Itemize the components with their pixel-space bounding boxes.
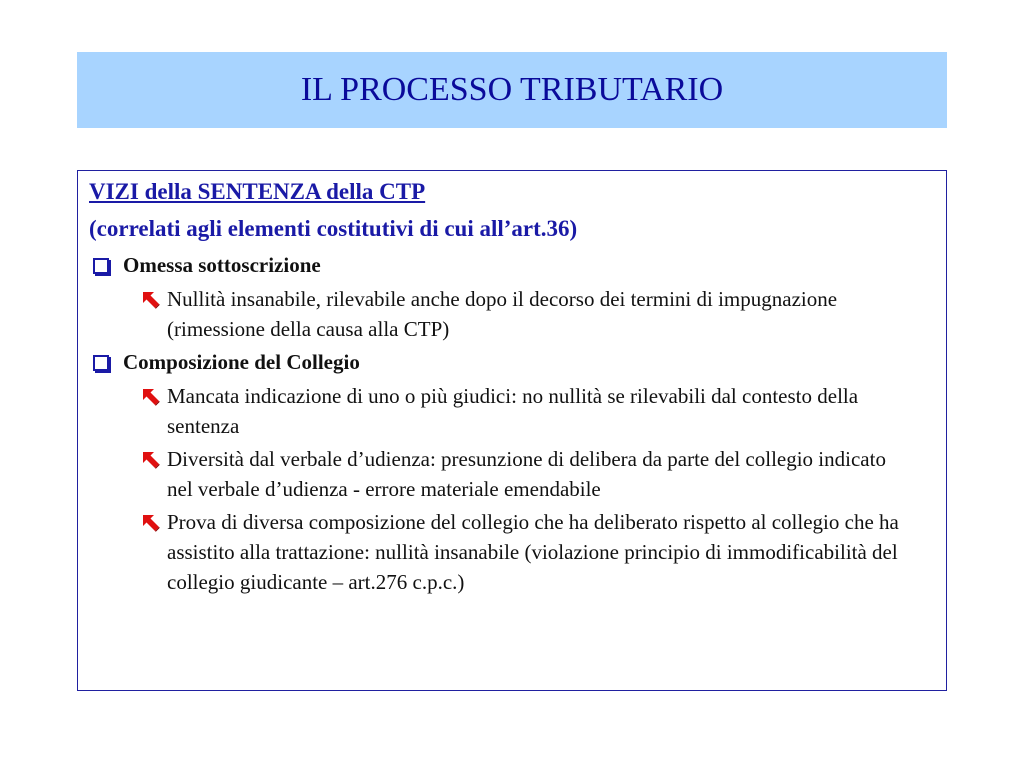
sub-bullet-text: Diversità dal verbale d’udienza: presunzione di delibera da parte del collegio indicato nel verbale d’udienza - errore materiale emendabile xyxy=(167,447,886,501)
bullet-label: Omessa sottoscrizione xyxy=(123,253,321,277)
content-frame xyxy=(77,170,947,691)
sub-bullet-text: Nullità insanabile, rilevabile anche dopo il decorso dei termini di impugnazione (rimessione della causa alla CTP) xyxy=(167,287,838,341)
sub-bullet xyxy=(141,381,936,441)
sub-bullet xyxy=(141,444,936,504)
red-arrow-up-left-icon xyxy=(141,513,161,533)
bullet-composizione-collegio xyxy=(89,346,936,378)
title-banner xyxy=(77,52,947,128)
section-heading: VIZI della SENTENZA della CTP xyxy=(89,179,426,204)
bullet-omessa-sottoscrizione xyxy=(89,249,936,281)
red-arrow-up-left-icon xyxy=(141,450,161,470)
sub-bullet-text: Mancata indicazione di uno o più giudici: no nullità se rilevabili dal contesto della sentenza xyxy=(167,384,859,438)
bullet-label: Composizione del Collegio xyxy=(123,350,360,374)
section-subheading: (correlati agli elementi costitutivi di cui all’art.36) xyxy=(89,216,578,241)
checkbox-square-icon xyxy=(93,355,109,371)
sub-bullet xyxy=(141,507,936,597)
red-arrow-up-left-icon xyxy=(141,290,161,310)
sub-bullet xyxy=(141,284,936,344)
sub-bullet-text: Prova di diversa composizione del collegio che ha deliberato rispetto al collegio che ha assistito alla trattazione: nullità insanabile (violazione principio di immodificabilità del collegio giudicante – art.276 c.p.c.) xyxy=(167,510,899,594)
red-arrow-up-left-icon xyxy=(141,387,161,407)
checkbox-square-icon xyxy=(93,258,109,274)
slide-title: IL PROCESSO TRIBUTARIO xyxy=(300,71,724,108)
